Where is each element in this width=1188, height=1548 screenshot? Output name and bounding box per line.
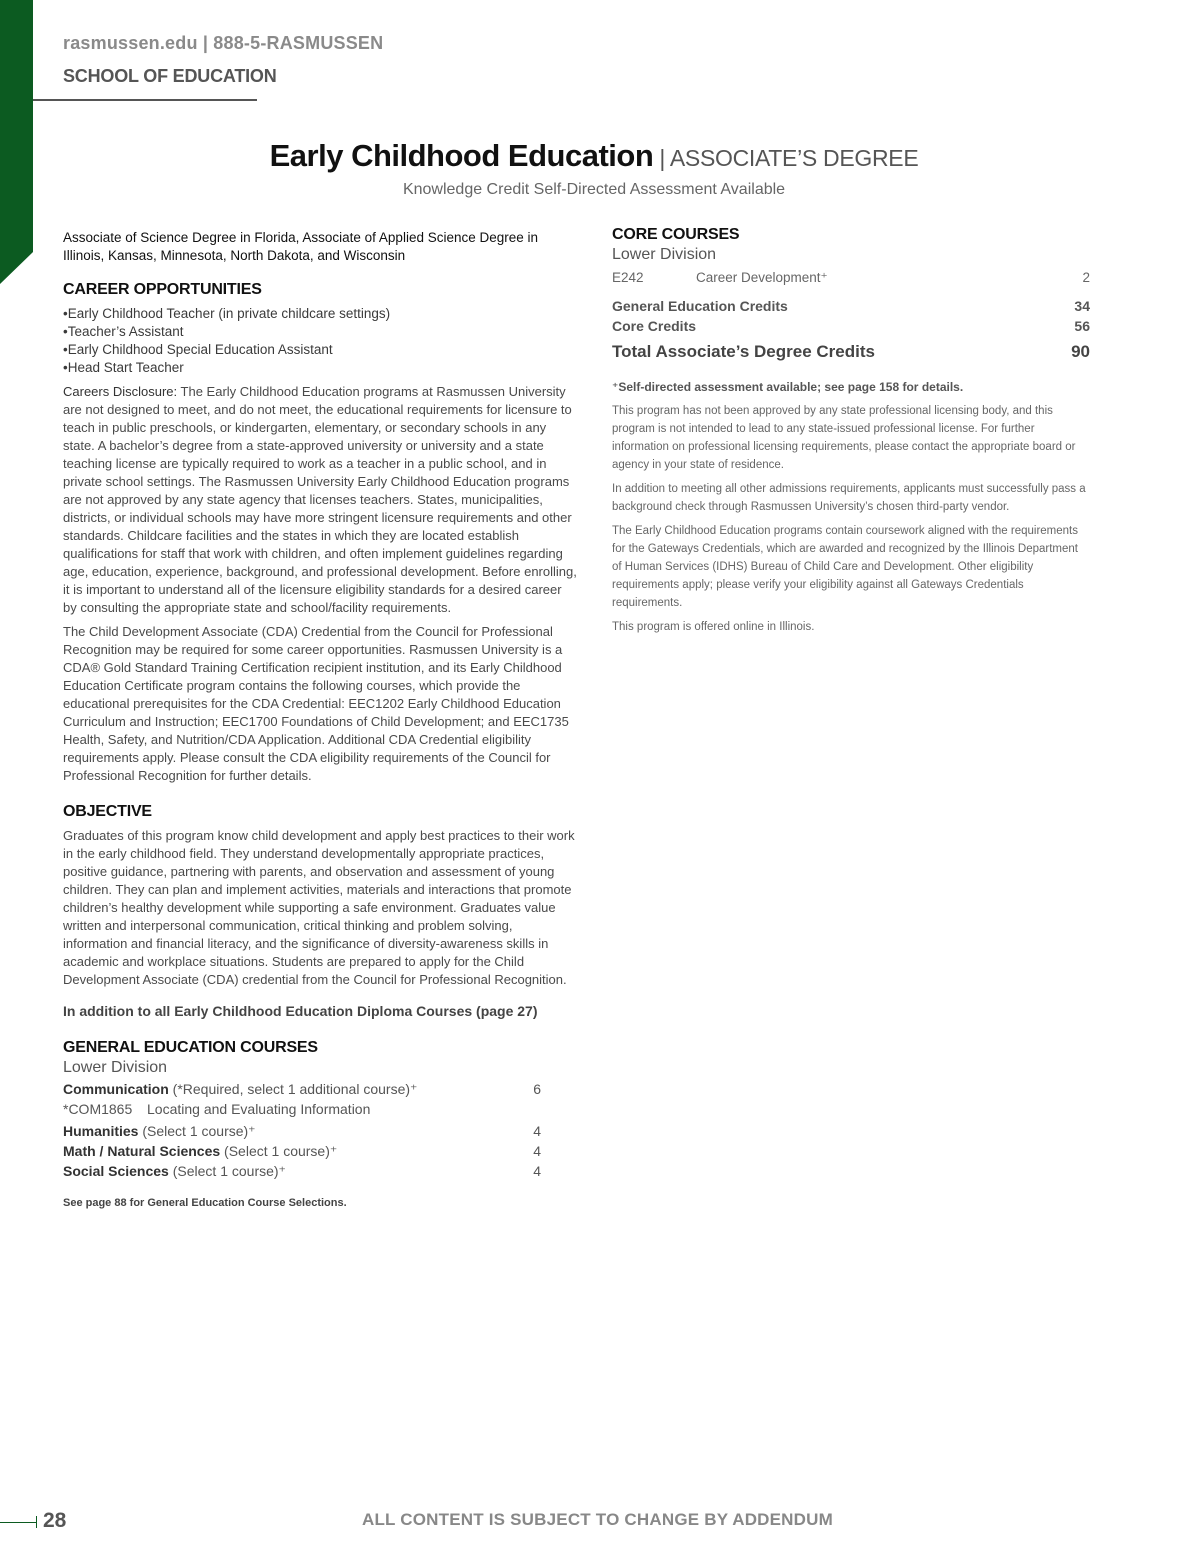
degree-type: ASSOCIATE’S DEGREE	[669, 145, 919, 171]
gen-ed-row-humanities	[63, 1121, 541, 1141]
list-item: • Head Start Teacher	[63, 359, 578, 377]
gateways-note: The Early Childhood Education programs contain coursework aligned with the requirements for the Gateways Credentials, which are awarded and recognized by the Illinois Department of Human Services (IDHS) Bureau of Child Care and Development. Other eligibility requirements apply; please verify your eligibility against all Gateways Credentials requirements.	[612, 525, 1078, 609]
core-credits-value: 56	[1074, 318, 1090, 334]
gen-ed-see-note: See page 88 for General Education Course Selections.	[63, 1197, 347, 1209]
background-check-note: In addition to meeting all other admissions requirements, applicants must successfully pass a background check through Rasmussen University’s chosen third-party vendor.	[612, 483, 1086, 513]
self-directed-note: ⁺Self-directed assessment available; see page 158 for details.	[612, 380, 964, 394]
gen-ed-credits-label: General Education Credits	[612, 298, 788, 314]
online-note: This program is offered online in Illinois.	[612, 621, 815, 633]
communication-credits: 6	[533, 1081, 541, 1097]
math-note: (Select 1 course)⁺	[220, 1143, 338, 1159]
gen-ed-credits-value: 34	[1074, 298, 1090, 314]
licensing-note: This program has not been approved by any state professional licensing body, and this program is not intended to lead to any state-issued professional license. For further information on professional licensing requirements, please contact the appropriate board or agency in your state of residence.	[612, 405, 1076, 471]
communication-label: Communication	[63, 1081, 169, 1097]
social-note: (Select 1 course)⁺	[168, 1163, 286, 1179]
career-list	[63, 305, 578, 377]
math-label: Math / Natural Sciences	[63, 1143, 221, 1159]
header-divider	[33, 99, 257, 101]
school-name: SCHOOL OF EDUCATION	[63, 66, 277, 86]
page-number: 28	[43, 1509, 67, 1532]
list-item: • Teacher’s Assistant	[63, 323, 578, 341]
gen-ed-row-math	[63, 1141, 541, 1161]
footer-tick	[36, 1516, 37, 1528]
green-side-bar	[0, 0, 33, 252]
required-course-title: Locating and Evaluating Information	[147, 1101, 371, 1117]
gen-ed-credits-row	[612, 296, 1090, 316]
header-url: rasmussen.edu | 888-5-RASMUSSEN	[63, 33, 384, 53]
list-item: • Early Childhood Teacher (in private childcare settings)	[63, 305, 578, 323]
program-title: Early Childhood Education	[269, 138, 654, 173]
total-credits-label: Total Associate’s Degree Credits	[612, 342, 875, 361]
gen-ed-row-social	[63, 1161, 541, 1181]
gen-ed-heading: GENERAL EDUCATION COURSES	[63, 1039, 318, 1056]
page-subtitle: Knowledge Credit Self-Directed Assessment Available	[402, 181, 786, 198]
objective-heading: OBJECTIVE	[63, 803, 152, 820]
list-item: • Early Childhood Special Education Assistant	[63, 341, 578, 359]
objective-text: Graduates of this program know child development and apply best practices to their work in the early childhood field. They understand developmentally appropriate practices, positive guidance, partnering with parents, and observation and assessment of young children. They can plan and implement activities, materials and interactions that promote children’s healthy development while supporting a safe environment. Graduates value written and interpersonal communication, critical thinking and problem solving, information and financial literacy, and the significance of diversity-awareness skills in academic and workplace situations. Students are prepared to apply for the Child Development Associate (CDA) credential from the Council for Professional Recognition.	[63, 828, 575, 987]
degree-note: Associate of Science Degree in Florida, Associate of Applied Science Degree in Illinois, Kansas, Minnesota, North Dakota, and Wisconsin	[63, 230, 539, 263]
core-course-credits: 2	[1082, 270, 1090, 285]
required-course-code: *COM1865	[63, 1101, 133, 1117]
career-heading: CAREER OPPORTUNITIES	[63, 281, 262, 298]
disclosure-text: The Early Childhood Education programs at Rasmussen University are not designed to meet, and do not meet, the educational requirements for licensure to teach in public preschools, or kindergarten, elementary, or secondary schools in any state. A bachelor’s degree from a state-approved university or university and a state teaching license are typically required to work as a teacher in a public school, and in private school settings. The Rasmussen University Early Childhood Education programs are not approved by any state agency that licenses teachers. States, municipalities, districts, or individual schools may have more stringent licensure requirements and other standards. Childcare facilities and the states in which they are located establish qualifications for staff that work with children, and often implement guidelines regarding age, education, experience, background, and professional development. Before enrolling, it is important to understand all of the licensure eligibility standards for a desired career by consulting the appropriate state and school/facility requirements.	[63, 384, 577, 615]
cda-paragraph: The Child Development Associate (CDA) Credential from the Council for Professional Recognition may be required for some career opportunities. Rasmussen University is a CDA® Gold Standard Training Certification recipient institution, and its Early Childhood Education Certificate program contains the following courses, which provide the educational prerequisites for the CDA Credential: EEC1202 Early Childhood Education Curriculum and Instruction; EEC1700 Foundations of Child Development; and EEC1735 Health, Safety, and Nutrition/CDA Application. Additional CDA Credential eligibility requirements apply. Please consult the CDA eligibility requirements of the Council for Professional Recognition for further details.	[63, 624, 569, 783]
humanities-note: (Select 1 course)⁺	[138, 1123, 256, 1139]
total-credits-value: 90	[1071, 342, 1090, 361]
core-course-title: Career Development⁺	[696, 270, 828, 285]
humanities-label: Humanities	[63, 1123, 139, 1139]
left-column	[63, 229, 578, 1209]
communication-note: (*Required, select 1 additional course)⁺	[168, 1081, 418, 1097]
green-side-notch	[0, 252, 33, 284]
addendum-notice: ALL CONTENT IS SUBJECT TO CHANGE BY ADDENDUM	[362, 1510, 833, 1529]
humanities-credits: 4	[533, 1123, 541, 1139]
gen-ed-required-course	[63, 1099, 578, 1119]
footer-rule	[0, 1522, 36, 1523]
core-course-code: E242	[612, 270, 644, 285]
math-credits: 4	[533, 1143, 541, 1159]
diploma-note: In addition to all Early Childhood Education Diploma Courses (page 27)	[63, 1003, 538, 1019]
total-credits-row	[612, 342, 1090, 362]
right-column	[612, 226, 1090, 642]
core-credits-row	[612, 316, 1090, 336]
disclosure-lead: Careers Disclosure:	[63, 384, 178, 399]
core-course-row	[612, 268, 1090, 288]
core-lower-division: Lower Division	[612, 246, 717, 263]
title-divider: |	[653, 145, 670, 171]
core-heading: CORE COURSES	[612, 226, 740, 243]
page-title	[0, 138, 1188, 174]
core-credits-label: Core Credits	[612, 318, 697, 334]
gen-ed-lower-division: Lower Division	[63, 1059, 168, 1076]
social-credits: 4	[533, 1163, 541, 1179]
social-label: Social Sciences	[63, 1163, 169, 1179]
careers-disclosure	[63, 383, 578, 617]
gen-ed-row-communication	[63, 1079, 541, 1099]
